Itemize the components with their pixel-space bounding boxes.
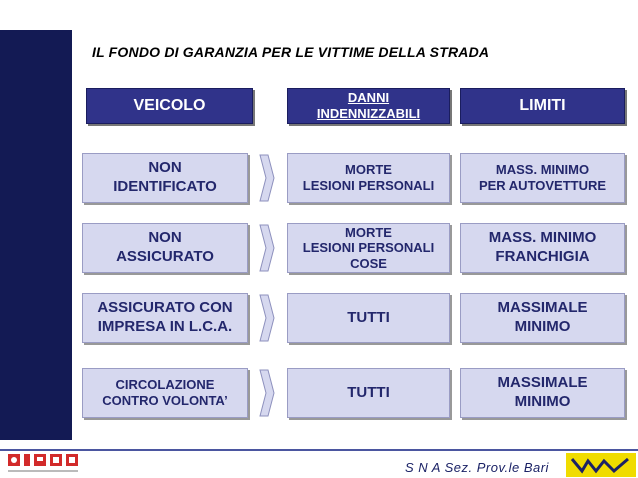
header-veicolo-label: VEICOLO (133, 97, 206, 114)
cell-text: IDENTIFICATO (113, 178, 217, 195)
cell-limiti-3 (460, 293, 625, 343)
cell-text: LESIONI PERSONALI (302, 178, 435, 193)
header-danni (287, 88, 450, 124)
cell-text: MASSIMALE (497, 299, 588, 317)
header-veicolo (86, 88, 253, 124)
cell-text: NON (148, 159, 182, 177)
cell-danni-3 (287, 293, 450, 343)
cell-text: FRANCHIGIA (495, 248, 590, 265)
cell-danni-2 (287, 223, 450, 273)
cell-text: CIRCOLAZIONE (115, 376, 215, 392)
header-danni-line2: INDENNIZZABILI (316, 106, 421, 121)
arrow-chevron-icon (258, 368, 276, 418)
cell-limiti-4 (460, 368, 625, 418)
cell-text: ASSICURATO (116, 248, 214, 265)
cell-text: PER AUTOVETTURE (478, 178, 607, 193)
sna-logo-icon (566, 453, 636, 477)
cell-text: MORTE (345, 224, 392, 240)
page-title: IL FONDO DI GARANZIA PER LE VITTIME DELLA STRADA (92, 44, 490, 60)
cell-limiti-2 (460, 223, 625, 273)
cell-text: ASSICURATO CON (97, 299, 233, 317)
cell-danni-4 (287, 368, 450, 418)
cell-text: MINIMO (514, 318, 571, 335)
arrow-chevron-icon (258, 293, 276, 343)
cell-veicolo-3 (82, 293, 248, 343)
cell-veicolo-1 (82, 153, 248, 203)
arrow-chevron-icon (258, 153, 276, 203)
cell-text: CONTRO VOLONTA’ (102, 393, 228, 408)
cell-text: MASSIMALE (497, 374, 588, 392)
cell-danni-1 (287, 153, 450, 203)
cell-limiti-1 (460, 153, 625, 203)
cell-text: LESIONI PERSONALI (302, 240, 435, 256)
ipsoa-logo-icon (6, 452, 96, 476)
cell-veicolo-4 (82, 368, 248, 418)
cell-text: IMPRESA IN L.C.A. (97, 318, 233, 335)
cell-text: MASS. MINIMO (488, 229, 597, 247)
header-danni-line1: DANNI (347, 89, 390, 105)
sidebar-band (0, 30, 72, 440)
cell-text: MASS. MINIMO (495, 161, 590, 177)
cell-text: NON (148, 229, 182, 247)
cell-text: MINIMO (514, 393, 571, 410)
cell-veicolo-2 (82, 223, 248, 273)
footer-text: S N A Sez. Prov.le Bari (405, 460, 549, 475)
cell-text: MORTE (345, 161, 392, 177)
cell-text: TUTTI (347, 383, 390, 401)
arrow-chevron-icon (258, 223, 276, 273)
cell-text: COSE (350, 255, 387, 271)
cell-text: TUTTI (347, 308, 390, 326)
header-limiti (460, 88, 625, 124)
top-band (0, 0, 638, 20)
footer-divider (0, 449, 638, 451)
header-limiti-label: LIMITI (519, 97, 566, 114)
